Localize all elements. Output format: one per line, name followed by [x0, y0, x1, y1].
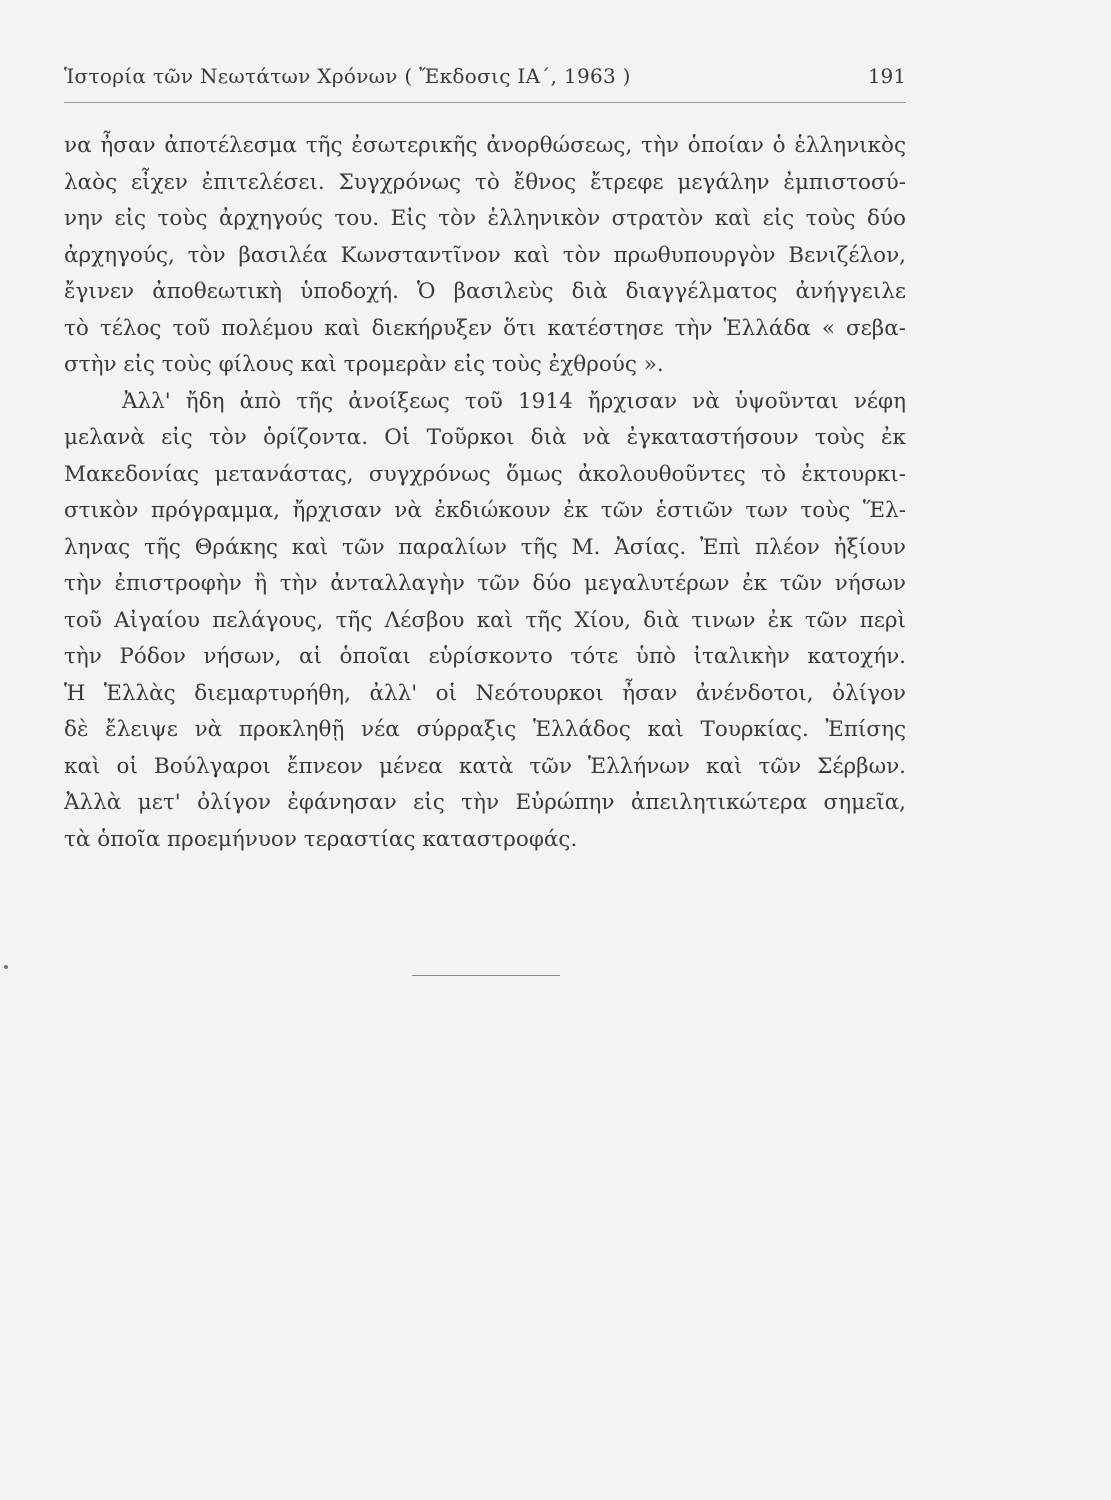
text-line: ληνας τῆς Θράκης καὶ τῶν παραλίων τῆς Μ. Ἀσίας. Ἐπὶ πλέον ἠξίουν	[64, 534, 906, 560]
text-line: μελανὰ εἰς τὸν ὁρίζοντα. Οἱ Τοῦρκοι διὰ νὰ ἐγκαταστήσουν τοὺς ἐκ	[64, 425, 906, 450]
text-line: Ἀλλὰ μετ' ὀλίγον ἐφάνησαν εἰς τὴν Εὐρώπην ἀπειλητικώτερα σημεῖα,	[64, 790, 906, 815]
running-head: Ἱστορία τῶν Νεωτάτων Χρόνων ( Ἔκδοσις ΙΑ΄, 1963 )	[64, 64, 631, 88]
text-line: να ἦσαν ἀποτέλεσμα τῆς ἐσωτερικῆς ἀνορθώσεως, τὴν ὁποίαν ὁ ἑλληνικὸς	[64, 133, 906, 158]
text-line: τὴν Ρόδον νήσων, αἱ ὁποῖαι εὑρίσκοντο τότε ὑπὸ ἰταλικὴν κατοχήν.	[64, 644, 906, 669]
text-line: τοῦ Αἰγαίου πελάγους, τῆς Λέσβου καὶ τῆς Χίου, διὰ τινων ἐκ τῶν περὶ	[64, 607, 906, 633]
text-line: τὸ τέλος τοῦ πολέμου καὶ διεκήρυξεν ὅτι κατέστησε τὴν Ἑλλάδα « σεβα-	[64, 315, 906, 341]
text-line: Ἀλλ' ἤδη ἀπὸ τῆς ἀνοίξεως τοῦ 1914 ἤρχισαν νὰ ὑψοῦνται νέφη	[122, 388, 906, 414]
section-end-rule	[412, 975, 560, 976]
text-line: λαὸς εἶχεν ἐπιτελέσει. Συγχρόνως τὸ ἔθνος ἔτρεφε μεγάλην ἐμπιστοσύ-	[64, 169, 906, 195]
text-line: ἔγινεν ἀποθεωτικὴ ὑποδοχή. Ὁ βασιλεὺς διὰ διαγγέλματος ἀνήγγειλε	[64, 279, 906, 304]
page-header	[64, 62, 906, 103]
scan-speck	[4, 965, 8, 969]
text-line: καὶ οἱ Βούλγαροι ἔπνεον μένεα κατὰ τῶν Ἑλλήνων καὶ τῶν Σέρβων.	[64, 753, 906, 779]
text-line: στὴν εἰς τοὺς φίλους καὶ τρομερὰν εἰς τοὺς ἐχθρούς ».	[64, 352, 664, 377]
text-line: τὰ ὁποῖα προεμήνυον τεραστίας καταστροφάς.	[64, 826, 578, 852]
text-line: στικὸν πρόγραμμα, ἤρχισαν νὰ ἐκδιώκουν ἐκ τῶν ἑστιῶν των τοὺς Ἕλ-	[64, 498, 906, 523]
page-number: 191	[867, 64, 906, 88]
text-line: νην εἰς τοὺς ἀρχηγούς του. Εἰς τὸν ἑλληνικὸν στρατὸν καὶ εἰς τοὺς δύο	[64, 206, 906, 231]
text-line: Μακεδονίας μετανάστας, συγχρόνως ὅμως ἀκολουθοῦντες τὸ ἐκτουρκι-	[64, 461, 906, 487]
text-line: δὲ ἔλειψε νὰ προκληθῇ νέα σύρραξις Ἑλλάδος καὶ Τουρκίας. Ἐπίσης	[64, 717, 906, 742]
text-line: ἀρχηγούς, τὸν βασιλέα Κωνσταντῖνον καὶ τὸν πρωθυπουργὸν Βενιζέλον,	[64, 242, 906, 268]
text-line: τὴν ἐπιστροφὴν ἢ τὴν ἀνταλλαγὴν τῶν δύο μεγαλυτέρων ἐκ τῶν νήσων	[64, 571, 906, 596]
text-line: Ἡ Ἑλλὰς διεμαρτυρήθη, ἀλλ' οἱ Νεότουρκοι ἦσαν ἀνένδοτοι, ὀλίγον	[64, 680, 906, 706]
body-text	[64, 128, 906, 858]
